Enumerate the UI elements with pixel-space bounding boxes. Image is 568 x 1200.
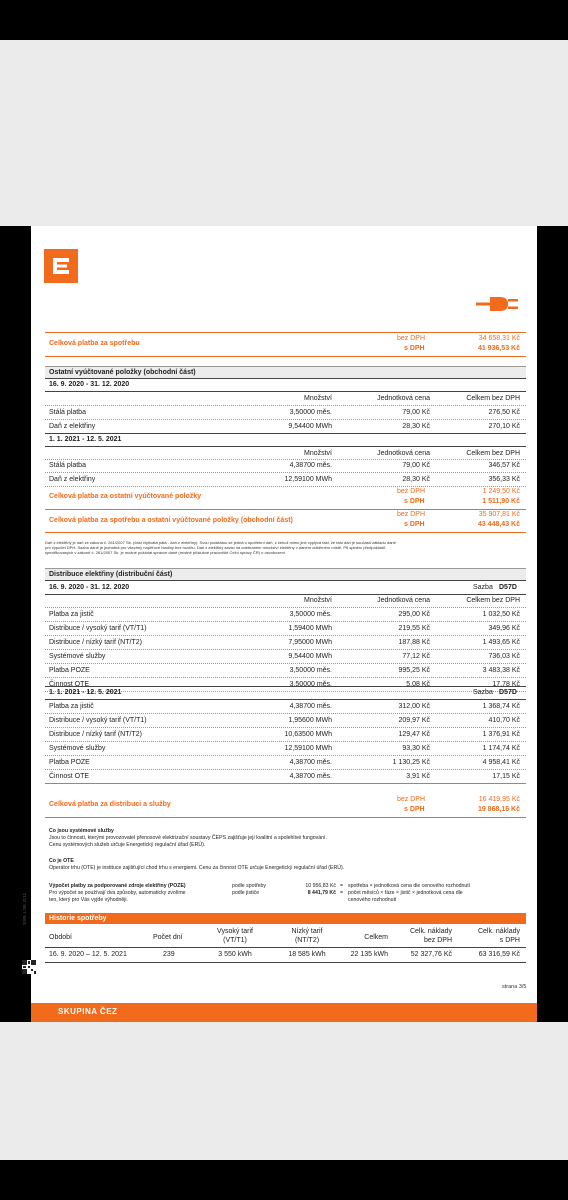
formula-breaker: počet měsíců × fáze × jistič × jednotková cena dle <box>348 890 463 896</box>
row-divider <box>45 769 526 770</box>
grand-total-l1: bez DPH <box>397 511 426 518</box>
top-background <box>0 40 568 226</box>
row-total: 1 368,74 Kč <box>482 703 520 710</box>
period-dist-2: 1. 1. 2021 - 12. 5. 2021 <box>49 689 122 696</box>
grand-total-l2: s DPH <box>404 521 425 528</box>
row-total: 276,50 Kč <box>488 409 520 416</box>
info-text: Cenu systémových služeb určuje Energetický regulační úřad (ERÚ). <box>49 842 206 848</box>
col-qty: Množství <box>303 450 332 457</box>
row-qty: 10,63500 MWh <box>284 731 332 738</box>
hist-col-vt-sub: (VT/T1) <box>223 937 247 944</box>
row-price: 28,30 Kč <box>402 423 430 430</box>
total-consumption-label: Celková platba za spotřebu <box>49 340 140 347</box>
hist-col-cost-sub: bez DPH <box>423 937 452 944</box>
row-divider <box>45 663 526 664</box>
row-label: Distribuce / nízký tarif (NT/T2) <box>49 731 142 738</box>
period-dist-1: 16. 9. 2020 - 31. 12. 2020 <box>49 584 130 591</box>
dist-total-v2: 19 868,16 Kč <box>477 806 520 813</box>
rate-label: Sazba <box>473 584 493 591</box>
col-total: Celkem bez DPH <box>466 395 520 402</box>
method-consumption-value: 10 956,83 Kč <box>305 883 336 889</box>
summary-label-vat: s DPH <box>404 345 425 352</box>
row-price: 3,91 Kč <box>406 773 430 780</box>
row-total: 4 958,41 Kč <box>482 759 520 766</box>
info-heading: Co je OTE <box>49 858 74 864</box>
row-label: Systémové služby <box>49 745 106 752</box>
tax-note-line: Daň z elektřiny je daň ze zákona č. 261/2007 Sb. (část čtyřicátá pátá - daň z elektřiny). Svou podstatou se jedná o spotřební daň, z čehož mimo jiné vyplývá fakt, že tato daň je součástí základu daně <box>45 540 396 545</box>
method-breaker: podle jističe <box>232 890 260 896</box>
equals-sign: = <box>340 890 344 896</box>
footer-bar <box>31 1003 537 1022</box>
summary-value-vat: 41 936,53 Kč <box>477 345 520 352</box>
dist-total-l1: bez DPH <box>397 796 426 803</box>
qr-code-icon <box>22 960 36 974</box>
hist-nt: 18 585 kWh <box>288 951 326 958</box>
row-qty: 4,38700 měs. <box>289 773 332 780</box>
formula-consumption: spotřeba × jednotková cena dle cenového rozhodnutí <box>348 883 471 889</box>
dist-total-label: Celková platba za distribuci a služby <box>49 801 171 808</box>
row-divider <box>45 649 526 650</box>
row-total: 349,96 Kč <box>488 625 520 632</box>
row-price: 1 130,25 Kč <box>392 759 430 766</box>
info-text: Operátor trhu (OTE) je instituce zajišťující chod trhu s energiemi. Cenu za činnost OTE určuje Energetický regulační úřad (ERÚ). <box>49 865 345 871</box>
row-total: 736,03 Kč <box>488 653 520 660</box>
hist-col-days: Počet dní <box>153 934 183 941</box>
info-heading: Co jsou systémové služby <box>49 828 114 834</box>
row-total: 410,70 Kč <box>488 717 520 724</box>
row-total: 1 493,65 Kč <box>482 639 520 646</box>
info-heading: Výpočet platby za podporované zdroje elektřiny (POZE) <box>49 883 186 889</box>
row-total: 346,57 Kč <box>488 462 520 469</box>
summary-label-no-vat: bez DPH <box>397 335 426 342</box>
hist-col-total: Celkem <box>364 934 388 941</box>
row-total: 270,10 Kč <box>488 423 520 430</box>
hist-total: 22 135 kWh <box>350 951 388 958</box>
period-other-1: 16. 9. 2020 - 31. 12. 2020 <box>49 381 130 388</box>
dist-total-v1: 16 419,95 Kč <box>478 796 520 803</box>
col-qty: Množství <box>303 597 332 604</box>
row-price: 312,00 Kč <box>398 703 430 710</box>
row-label: Stálá platba <box>49 409 86 416</box>
row-total: 3 483,38 Kč <box>482 667 520 674</box>
row-qty: 4,38700 měs. <box>289 759 332 766</box>
row-qty: 4,38700 měs. <box>289 462 332 469</box>
side-code: S:89, L:00, D:11 <box>22 892 27 925</box>
row-price: 79,00 Kč <box>402 462 430 469</box>
row-total: 17,15 Kč <box>492 773 520 780</box>
row-label: Distribuce / nízký tarif (NT/T2) <box>49 639 142 646</box>
row-qty: 3,50000 měs. <box>289 681 332 688</box>
row-label: Stálá platba <box>49 462 86 469</box>
grand-total-v2: 43 448,43 Kč <box>477 521 520 528</box>
row-divider <box>45 755 526 756</box>
info-text: Jsou to činnosti, kterými provozovatel přenosové elektrizační soustavy ČEPS zajišťuje její kvalitní a spolehlivé fungování. <box>49 835 327 841</box>
hist-col-nt-sub: (NT/T2) <box>294 937 320 944</box>
rate-value: D57D <box>499 584 517 591</box>
row-total: 1 032,50 Kč <box>482 611 520 618</box>
summary-value-no-vat: 34 658,31 Kč <box>478 335 520 342</box>
history-header: Historie spotřeby <box>45 913 526 924</box>
col-unit-price: Jednotková cena <box>377 395 430 402</box>
hist-col-vt: Vysoký tarif <box>217 928 253 935</box>
row-divider <box>45 727 526 728</box>
row-price: 209,97 Kč <box>398 717 430 724</box>
row-label: Platba za jistič <box>49 611 94 618</box>
row-divider <box>45 783 526 784</box>
equals-sign: = <box>340 883 344 889</box>
page-number: strana 3/5 <box>502 984 527 990</box>
row-price: 187,88 Kč <box>398 639 430 646</box>
hist-cost-vat: 63 316,59 Kč <box>478 951 520 958</box>
row-qty: 12,59100 MWh <box>284 476 332 483</box>
rate-label: Sazba <box>473 689 493 696</box>
col-qty: Množství <box>303 395 332 402</box>
row-label: Činnost OTE <box>49 773 90 780</box>
bottom-background <box>0 1022 568 1160</box>
hist-vt: 3 550 kWh <box>218 951 252 958</box>
row-total: 356,33 Kč <box>488 476 520 483</box>
row-qty: 12,59100 MWh <box>284 745 332 752</box>
hist-col-period: Období <box>49 934 72 941</box>
row-qty: 3,50000 měs. <box>289 611 332 618</box>
row-price: 129,47 Kč <box>398 731 430 738</box>
hist-col-cost-vat: Celk. náklady <box>477 928 520 935</box>
row-qty: 1,59400 MWh <box>288 625 332 632</box>
hist-period: 16. 9. 2020 – 12. 5. 2021 <box>49 951 127 958</box>
section-header-other: Ostatní vyúčtované položky (obchodní část) <box>45 366 526 378</box>
row-price: 93,30 Kč <box>402 745 430 752</box>
footer-brand: SKUPINA ČEZ <box>58 1007 118 1016</box>
row-qty: 3,50000 měs. <box>289 409 332 416</box>
col-total: Celkem bez DPH <box>466 597 520 604</box>
grand-total-v1: 35 907,81 Kč <box>478 511 520 518</box>
other-total-l2: s DPH <box>404 498 425 505</box>
info-text: ten, který pro Vás vyjde výhodněji. <box>49 897 129 903</box>
col-unit-price: Jednotková cena <box>377 597 430 604</box>
hist-days: 239 <box>163 951 175 958</box>
formula-breaker: cenového rozhodnutí <box>348 897 397 903</box>
row-divider <box>45 677 526 678</box>
row-divider <box>45 741 526 742</box>
row-divider <box>45 713 526 714</box>
row-label: Distribuce / vysoký tarif (VT/T1) <box>49 625 147 632</box>
cez-logo-icon <box>44 249 78 283</box>
method-consumption: podle spotřeby <box>232 883 267 889</box>
row-label: Platba POZE <box>49 759 90 766</box>
electric-plug-icon <box>476 289 522 315</box>
row-label: Systémové služby <box>49 653 106 660</box>
row-total: 1 174,74 Kč <box>482 745 520 752</box>
row-qty: 1,95600 MWh <box>288 717 332 724</box>
col-total: Celkem bez DPH <box>466 450 520 457</box>
section-header-distribution: Distribuce elektřiny (distribuční část) <box>45 568 526 580</box>
row-total: 1 376,91 Kč <box>482 731 520 738</box>
row-label: Činnost OTE <box>49 681 90 688</box>
info-text: Pro výpočet se používají dva způsoby, automaticky zvolíme <box>49 890 186 896</box>
row-label: Daň z elektřiny <box>49 423 96 430</box>
row-price: 5,08 Kč <box>406 681 430 688</box>
rate-value: D57D <box>499 689 517 696</box>
row-price: 995,25 Kč <box>398 667 430 674</box>
row-qty: 7,95000 MWh <box>288 639 332 646</box>
other-total-label: Celková platba za ostatní vyúčtované položky <box>49 493 202 500</box>
row-qty: 4,38700 měs. <box>289 703 332 710</box>
row-label: Platba POZE <box>49 667 90 674</box>
grand-total-label: Celková platba za spotřebu a ostatní vyúčtované položky (obchodní část) <box>49 517 293 524</box>
hist-col-cost-vat-sub: s DPH <box>499 937 520 944</box>
row-price: 77,12 Kč <box>402 653 430 660</box>
row-divider <box>45 621 526 622</box>
row-qty: 9,54400 MWh <box>288 423 332 430</box>
hist-col-nt: Nízký tarif <box>291 928 323 935</box>
dist-total-l2: s DPH <box>404 806 425 813</box>
period-other-2: 1. 1. 2021 - 12. 5. 2021 <box>49 436 122 443</box>
row-price: 295,00 Kč <box>398 611 430 618</box>
tax-note-line: specifikovaných v zákoně č. 261/2007 Sb. je možné požádat správce daně (místně příslušné pracoviště Celní správy ČR) o osvobození. <box>45 550 287 555</box>
row-price: 219,55 Kč <box>398 625 430 632</box>
row-price: 79,00 Kč <box>402 409 430 416</box>
tax-note-line: pro výpočet DPH. Sazba daně je jednotná pro všechny napěťové hladiny bez rozdílu. Daň z elektřiny závisí na odebraném množství elektřiny v daném odběrném místě. Při splnění předpokladů <box>45 545 386 550</box>
row-label: Daň z elektřiny <box>49 476 96 483</box>
row-price: 28,30 Kč <box>402 476 430 483</box>
hist-cost: 52 327,76 Kč <box>410 951 452 958</box>
other-total-v1: 1 249,50 Kč <box>482 488 520 495</box>
row-divider <box>45 635 526 636</box>
row-qty: 3,50000 měs. <box>289 667 332 674</box>
row-label: Distribuce / vysoký tarif (VT/T1) <box>49 717 147 724</box>
row-total: 17,78 Kč <box>492 681 520 688</box>
other-total-l1: bez DPH <box>397 488 426 495</box>
col-unit-price: Jednotková cena <box>377 450 430 457</box>
row-qty: 9,54400 MWh <box>288 653 332 660</box>
other-total-v2: 1 511,90 Kč <box>482 498 520 505</box>
row-label: Platba za jistič <box>49 703 94 710</box>
hist-col-cost: Celk. náklady <box>409 928 452 935</box>
method-breaker-value: 8 441,79 Kč <box>307 890 336 896</box>
